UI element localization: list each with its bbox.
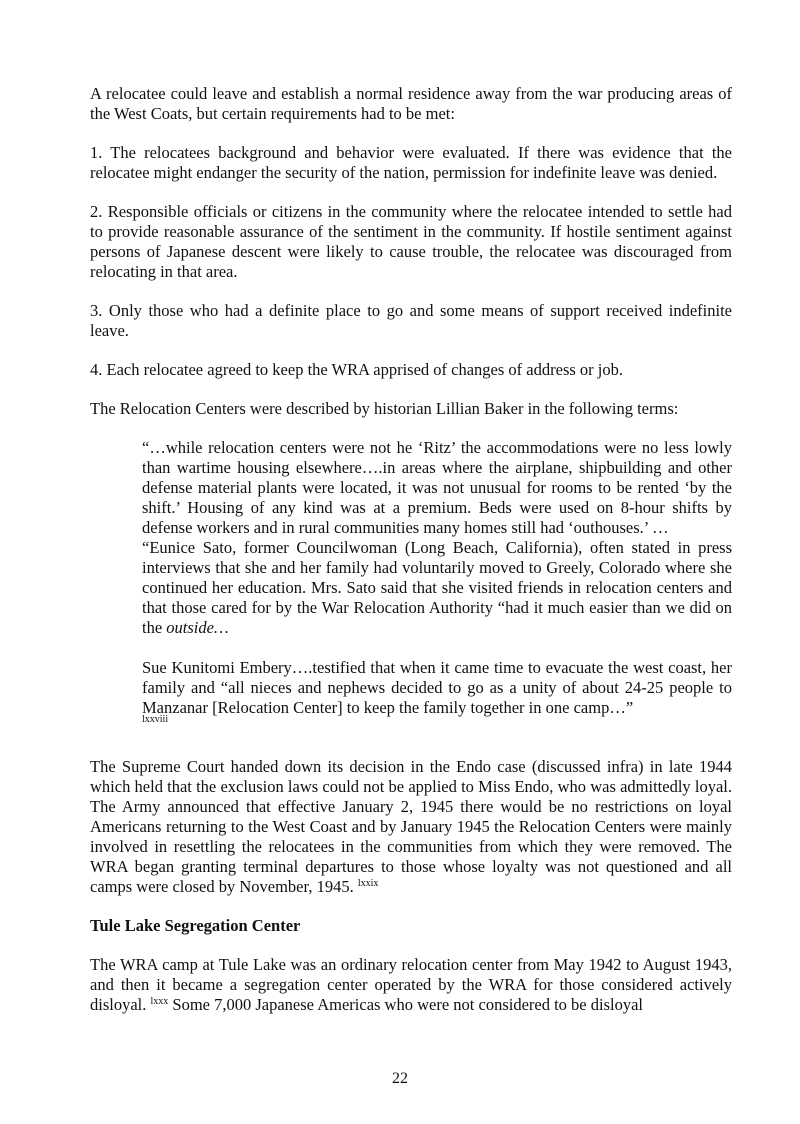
endo-text: The Supreme Court handed down its decision in the Endo case (discussed infra) in late 1944 which held that the exclusion laws could not be applied to Miss Endo, who was admittedly loyal. The Army announced that effective January 2, 1945 there would be no restrictions on loyal Americans returning to the West Coast and by January 1945 the Relocation Centers were mainly involved in resettling the relocatees in the communities from which they were removed. The WRA began granting terminal departures to those whose loyalty was not questioned and all camps were closed by November, 1945. xyxy=(90,757,732,896)
section-heading-tule-lake: Tule Lake Segregation Center xyxy=(90,916,301,935)
quote-paragraph-3 xyxy=(142,658,732,725)
intro-paragraph: A relocatee could leave and establish a normal residence away from the war producing areas of the West Coats, but certain requirements had to be met: xyxy=(90,84,732,123)
endo-paragraph xyxy=(90,757,732,897)
page-body xyxy=(90,84,732,1034)
requirement-4: 4. Each relocatee agreed to keep the WRA apprised of changes of address or job. xyxy=(90,360,623,379)
quote-paragraph-1: “…while relocation centers were not he ‘Ritz’ the accommodations were no less lowly than wartime housing elsewhere….in areas where the airplane, shipbuilding and other defense material plants were located, it was not unusual for rooms to be rented ‘by the shift.’ Housing of any kind was at a premium. Beds were used on 8-hour shifts by defense workers and in rural communities many homes still had ‘outhouses.’ … xyxy=(142,438,732,537)
tule-lake-paragraph xyxy=(90,955,732,1015)
requirement-2: 2. Responsible officials or citizens in the community where the relocatee intended to settle had to provide reasonable assurance of the sentiment in the community. If hostile sentiment against persons of Japanese descent were likely to cause trouble, the relocatee was discouraged from relocating in that area. xyxy=(90,202,732,281)
block-quote xyxy=(142,438,732,725)
footnote-marker-lxxviii: lxxviii xyxy=(142,714,169,725)
quote-italic-outside: outside… xyxy=(166,618,229,637)
tule-text-a: The WRA camp at Tule Lake was an ordinary relocation center from May 1942 to August 1943, and then it became a segregation center operated by the WRA for those considered actively disloyal. xyxy=(90,955,732,1014)
quote-paragraph-3-text: Sue Kunitomi Embery….testified that when it came time to evacuate the west coast, her family and “all nieces and nephews decided to go as a unity of about 24-25 people to Manzanar [Relocation Center] to keep the family together in one camp…” xyxy=(142,658,732,717)
tule-text-b: Some 7,000 Japanese Americas who were not considered to be disloyal xyxy=(168,995,643,1014)
quote-paragraph-2 xyxy=(142,538,732,638)
requirement-1: 1. The relocatees background and behavior were evaluated. If there was evidence that the relocatee might endanger the security of the nation, permission for indefinite leave was denied. xyxy=(90,143,732,182)
requirement-3: 3. Only those who had a definite place to go and some means of support received indefinite leave. xyxy=(90,301,732,340)
page-number: 22 xyxy=(392,1070,408,1087)
footnote-marker-lxxx: lxxx xyxy=(150,996,169,1007)
baker-intro-paragraph: The Relocation Centers were described by historian Lillian Baker in the following terms: xyxy=(90,399,679,418)
footnote-marker-lxxix: lxxix xyxy=(357,878,379,889)
quote-paragraph-2-text: “Eunice Sato, former Councilwoman (Long Beach, California), often stated in press interviews that she and her family had voluntarily moved to Greely, Colorado where she continued her education. Mrs. Sato said that she visited friends in relocation centers and that those cared for by the War Relocation Authority “had it much easier than we did on the xyxy=(142,538,732,637)
